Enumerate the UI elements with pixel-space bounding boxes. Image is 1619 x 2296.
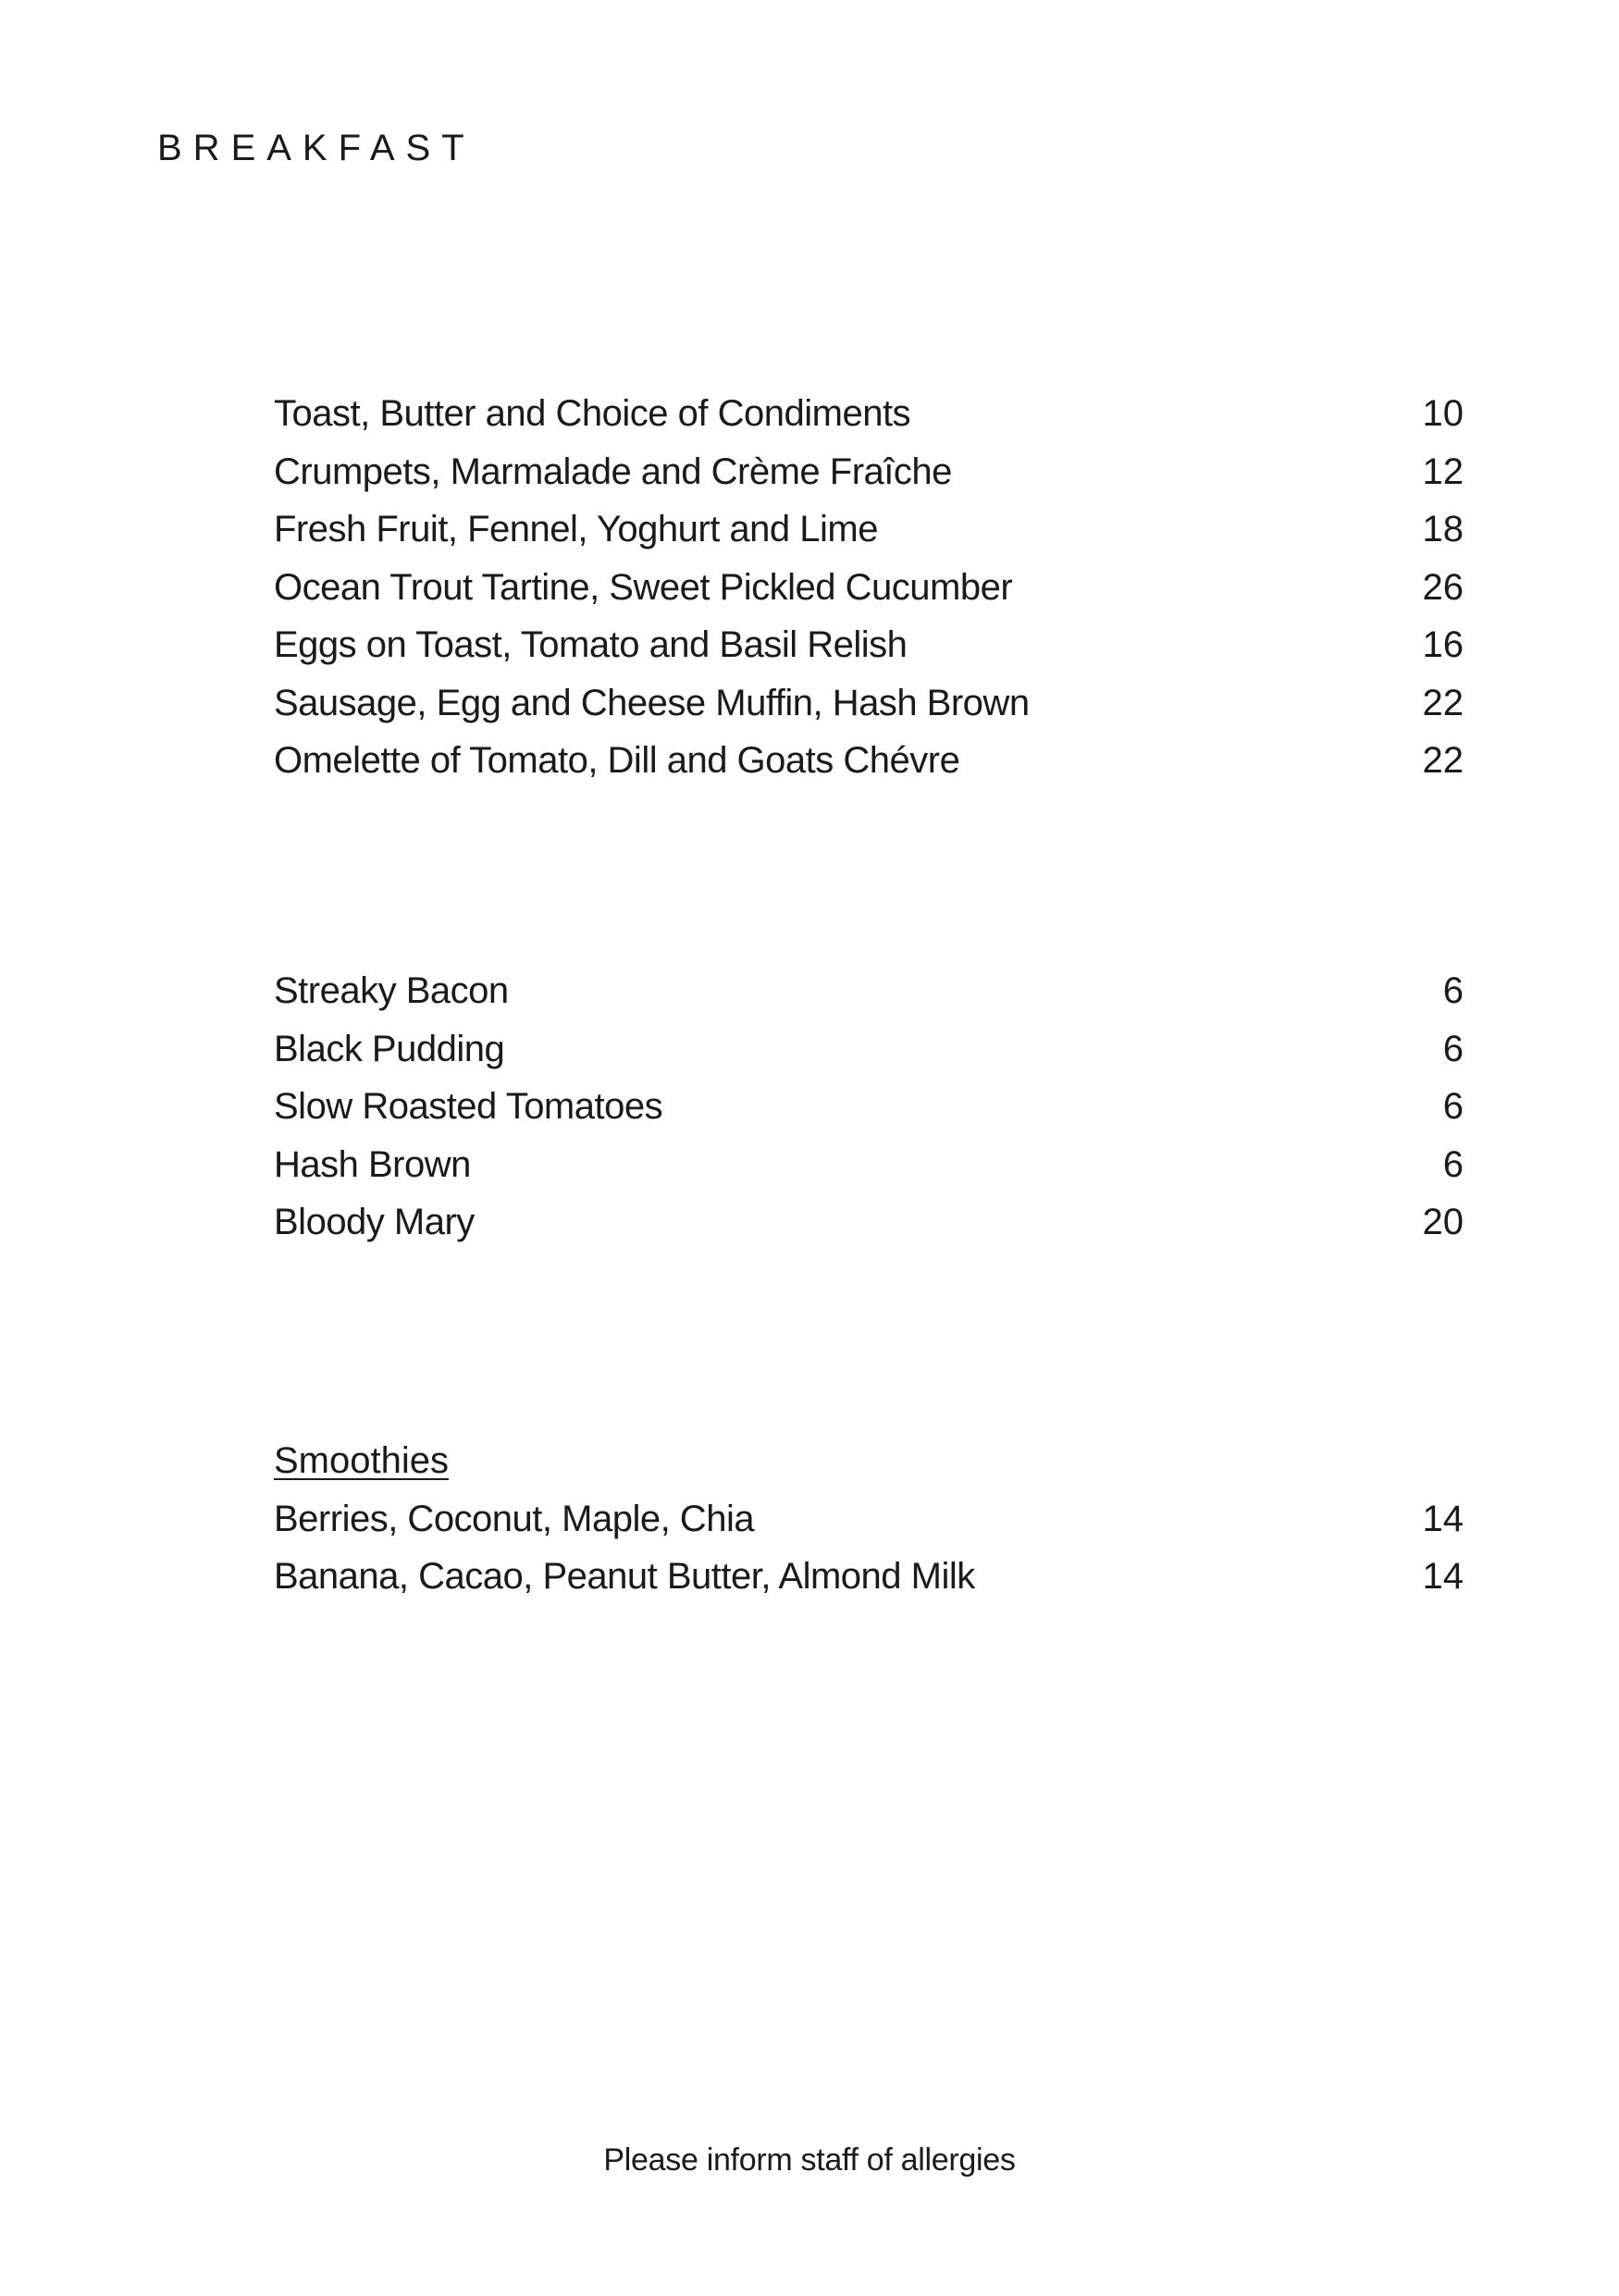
menu-item-price: 6 (1442, 970, 1464, 1011)
menu-item (274, 500, 1464, 559)
menu-item-price: 6 (1442, 1028, 1464, 1069)
mains-section (274, 385, 1464, 790)
menu-item (274, 962, 1464, 1020)
menu-item-price: 26 (1422, 566, 1464, 608)
menu-item-price: 6 (1442, 1086, 1464, 1127)
menu-item-price: 16 (1422, 624, 1464, 665)
menu-item-name: Omelette of Tomato, Dill and Goats Chévre (274, 740, 960, 781)
menu-item (274, 674, 1464, 733)
menu-item-name: Banana, Cacao, Peanut Butter, Almond Milk (274, 1556, 975, 1597)
menu-item-price: 22 (1422, 682, 1464, 723)
menu-item-price: 6 (1442, 1143, 1464, 1185)
menu-item-price: 20 (1422, 1202, 1464, 1242)
menu-item-name: Crumpets, Marmalade and Crème Fraîche (274, 451, 952, 492)
menu-item (274, 1548, 1464, 1606)
menu-item-price: 18 (1422, 509, 1464, 549)
menu-item-price: 22 (1422, 740, 1464, 781)
menu-item (274, 732, 1464, 790)
menu-item-price: 14 (1422, 1498, 1464, 1539)
menu-item (274, 616, 1464, 674)
page-title: BREAKFAST (157, 128, 476, 168)
menu-item (274, 1193, 1464, 1252)
allergy-note: Please inform staff of allergies (603, 2142, 1016, 2178)
menu-item-name: Eggs on Toast, Tomato and Basil Relish (274, 624, 908, 665)
smoothies-heading: Smoothies (274, 1440, 449, 1481)
menu-item-name: Fresh Fruit, Fennel, Yoghurt and Lime (274, 509, 878, 549)
sides-section (274, 962, 1464, 1252)
menu-item-name: Streaky Bacon (274, 970, 509, 1011)
menu-item (274, 385, 1464, 443)
menu-item (274, 443, 1464, 501)
menu-item (274, 559, 1464, 617)
menu-item-name: Black Pudding (274, 1028, 505, 1069)
menu-item-price: 14 (1422, 1556, 1464, 1597)
menu-item-name: Ocean Trout Tartine, Sweet Pickled Cucumber (274, 566, 1013, 608)
menu-item-price: 12 (1422, 451, 1464, 492)
menu-item-price: 10 (1422, 393, 1464, 434)
smoothies-section (274, 1432, 1464, 1606)
menu-item-name: Bloody Mary (274, 1202, 475, 1242)
menu-item (274, 1078, 1464, 1136)
menu-item (274, 1136, 1464, 1194)
menu-item-name: Berries, Coconut, Maple, Chia (274, 1498, 755, 1539)
menu-item-name: Sausage, Egg and Cheese Muffin, Hash Brown (274, 682, 1030, 723)
menu-item-name: Hash Brown (274, 1143, 471, 1185)
menu-item (274, 1490, 1464, 1549)
menu-item-name: Toast, Butter and Choice of Condiments (274, 393, 911, 434)
menu-item (274, 1020, 1464, 1079)
menu-item-name: Slow Roasted Tomatoes (274, 1086, 663, 1127)
